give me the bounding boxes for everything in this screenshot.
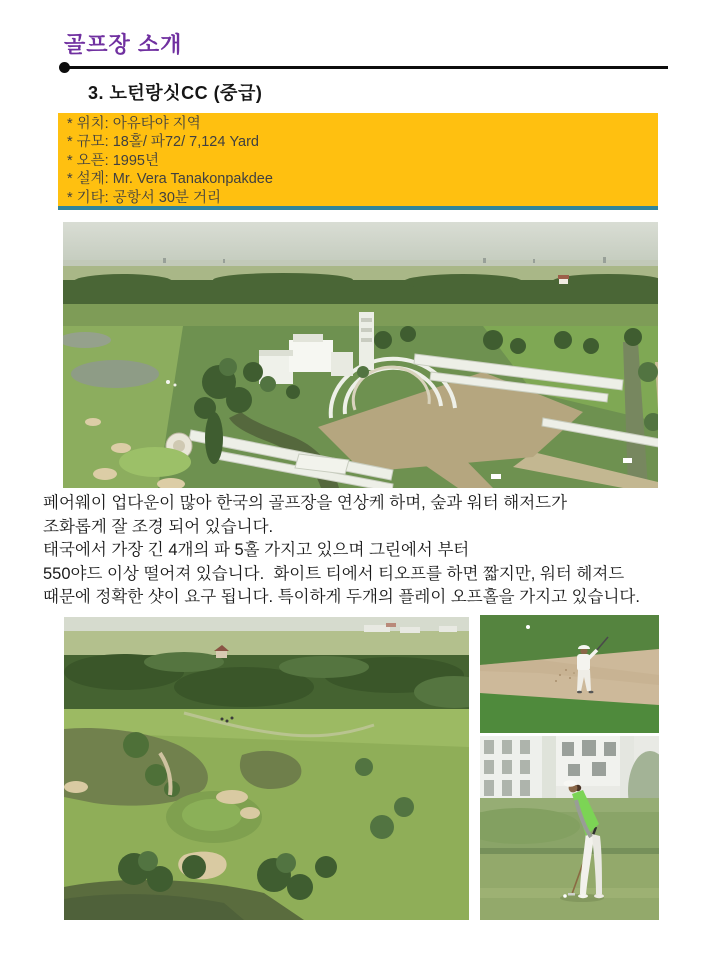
divider-dot (59, 62, 70, 73)
info-line-designer: * 설계: Mr. Vera Tanakonpakdee (67, 171, 273, 188)
course-info-box (58, 113, 658, 210)
page-title: 골프장 소개 (64, 32, 183, 57)
info-line-etc: * 기타: 공항서 30분 거리 (67, 189, 221, 206)
info-line-size: * 규모: 18홀/ 파72/ 7,124 Yard (67, 134, 259, 151)
description-line: 페어웨이 업다운이 많아 한국의 골프장을 연상케 하며, 숲과 워터 해저드가 (43, 494, 568, 512)
description-line: 때문에 정확한 샷이 요구 됩니다. 특이하게 두개의 플레이 오프홀을 가지고 있습니다. (43, 588, 640, 607)
course-description (43, 492, 693, 610)
info-line-location: * 위치: 아유타야 지역 (67, 116, 201, 132)
course-aerial-photo (64, 617, 469, 920)
info-line-open: * 오픈: 1995년 (67, 152, 160, 169)
description-line: 550야드 이상 떨어져 있습니다. 화이트 티에서 티오프를 하면 짧지만, 워터 헤져드 (43, 564, 625, 583)
description-line: 태국에서 가장 긴 4개의 파 5홀 가지고 있으며 그린에서 부터 (43, 541, 470, 560)
bunker-shot-photo (480, 615, 659, 733)
clubhouse-aerial-photo (63, 222, 658, 488)
course-heading: 3. 노턴랑싯CC (중급) (88, 83, 263, 103)
putting-green-photo (480, 736, 659, 920)
description-line: 조화롭게 잘 조경 되어 있습니다. (43, 517, 274, 536)
title-divider-line (64, 66, 668, 69)
